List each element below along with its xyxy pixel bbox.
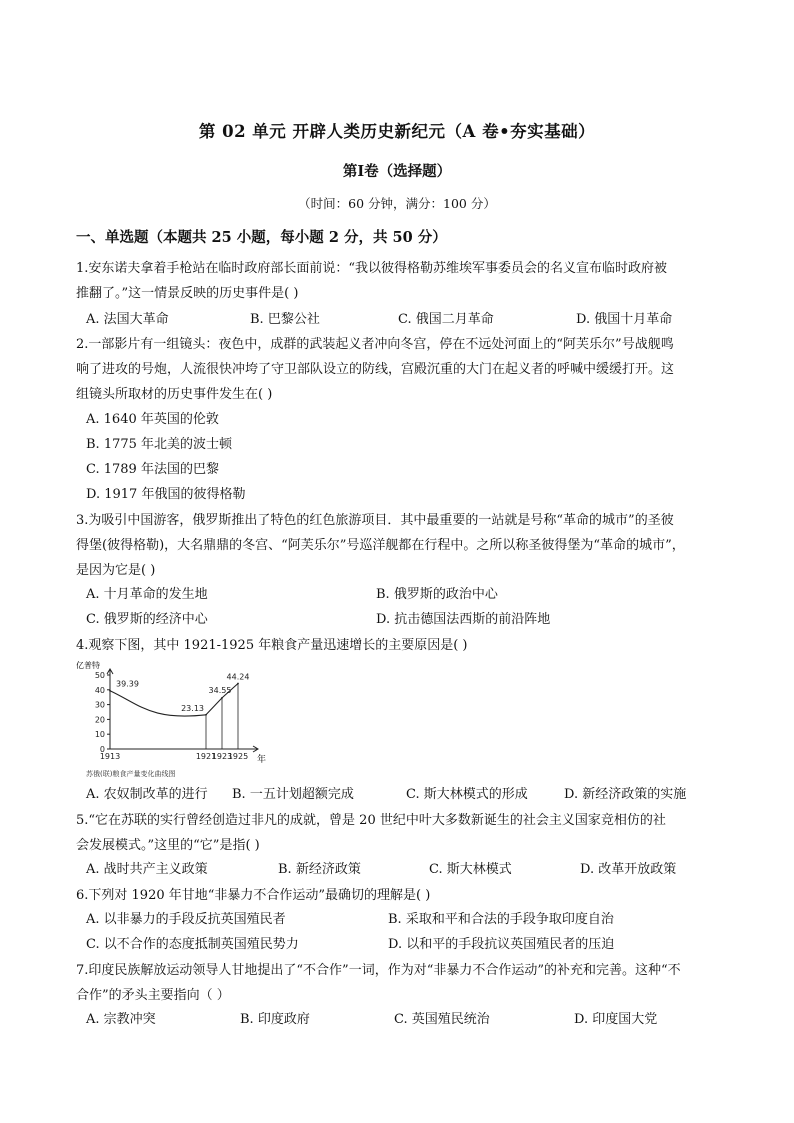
question-4-line-1: 4.观察下图，其中 1921-1925 年粮食产量迅速增长的主要原因是( ) xyxy=(76,638,468,653)
q7-option-c[interactable]: C. 英国殖民统治 xyxy=(394,1012,490,1027)
question-3-line-3: 是因为它是( ) xyxy=(76,563,156,578)
q5-option-a[interactable]: A. 战时共产主义政策 xyxy=(86,862,208,877)
q2-option-a[interactable]: A. 1640 年英国的伦敦 xyxy=(86,412,219,427)
question-2-line-1: 2.一部影片有一组镜头：夜色中，成群的武装起义者冲向冬宫，停在不远处河面上的“阿芙乐尔”号战舰鸣 xyxy=(76,337,674,352)
chart-x-tick-label: 1923 xyxy=(211,752,233,761)
q2-option-b[interactable]: B. 1775 年北美的波士顿 xyxy=(86,437,233,452)
question-1-line-2: 推翻了。”这一情景反映的历史事件是( ) xyxy=(76,286,299,301)
exam-subtitle: 第Ⅰ卷（选择题） xyxy=(342,163,452,180)
question-1 xyxy=(76,256,722,306)
q1-option-c[interactable]: C. 俄国二月革命 xyxy=(398,312,494,327)
chart-x-tick-label: 1925 xyxy=(227,752,249,761)
question-2-line-2: 响了进攻的号炮，人流很快冲垮了守卫部队设立的防线，宫殿沉重的大门在起义者的呼喊中缓缓打开。这 xyxy=(76,362,675,377)
chart-data-label: 44.24 xyxy=(226,672,250,682)
grain-production-chart xyxy=(76,660,276,780)
chart-data-point xyxy=(221,697,223,699)
q6-option-a[interactable]: A. 以非暴力的手段反抗英国殖民者 xyxy=(86,912,286,927)
question-3-line-2: 得堡(彼得格勒)，大名鼎鼎的冬宫、“阿芙乐尔”号巡洋舰都在行程中。之所以称圣彼得堡为“革命的城市”， xyxy=(76,538,685,553)
q2-option-d[interactable]: D. 1917 年俄国的彼得格勒 xyxy=(86,487,246,502)
question-7-line-1: 7.印度民族解放运动领导人甘地提出了“不合作”一词，作为对“非暴力不合作运动”的补充和完善。这种“不 xyxy=(76,963,681,978)
question-1-options xyxy=(86,308,726,332)
q7-option-a[interactable]: A. 宗教冲突 xyxy=(86,1012,156,1027)
chart-x-tick-label: 1921 xyxy=(195,752,217,761)
section-heading: 一、单选题（本题共 25 小题，每小题 2 分，共 50 分） xyxy=(76,229,447,246)
q5-option-b[interactable]: B. 新经济政策 xyxy=(278,862,361,877)
question-6-line-1: 6.下列对 1920 年甘地“非暴力不合作运动”最确切的理解是( ) xyxy=(76,888,431,903)
chart-y-tick-label: 20 xyxy=(94,715,105,725)
q5-option-c[interactable]: C. 斯大林模式 xyxy=(429,862,512,877)
question-2 xyxy=(76,332,722,407)
q1-option-b[interactable]: B. 巴黎公社 xyxy=(250,312,320,327)
q2-option-c[interactable]: C. 1789 年法国的巴黎 xyxy=(86,462,219,477)
question-3-line-1: 3.为吸引中国游客，俄罗斯推出了特色的红色旅游项目．其中最重要的一站就是号称“革命的城市”的圣彼 xyxy=(76,513,674,528)
q4-option-d[interactable]: D. 新经济政策的实施 xyxy=(564,787,687,802)
chart-y-tick-label: 30 xyxy=(94,700,105,710)
chart-caption: 苏俄(联)粮食产量变化曲线图 xyxy=(86,770,176,778)
chart-x-axis-label: 年 xyxy=(257,755,267,765)
chart-y-tick-label: 40 xyxy=(94,685,105,695)
chart-data-label: 34.55 xyxy=(208,685,232,695)
question-6-options-row-1 xyxy=(86,908,726,932)
chart-y-tick-label: 10 xyxy=(94,730,105,740)
q4-option-c[interactable]: C. 斯大林模式的形成 xyxy=(406,787,528,802)
q4-option-a[interactable]: A. 农奴制改革的进行 xyxy=(86,787,208,802)
time-info: （时间：60 分钟，满分：100 分） xyxy=(298,196,496,211)
chart-data-point xyxy=(109,690,111,692)
question-5-options xyxy=(86,858,726,882)
question-1-line-1: 1.安东诺夫拿着手枪站在临时政府部长面前说：“我以彼得格勒苏维埃军事委员会的名义宣布临时政府被 xyxy=(76,261,668,276)
q6-option-c[interactable]: C. 以不合作的态度抵制英国殖民势力 xyxy=(86,937,299,952)
question-7-line-2: 合作”的矛头主要指向（ ） xyxy=(76,988,230,1003)
question-2-line-3: 组镜头所取材的历史事件发生在( ) xyxy=(76,387,273,402)
question-4-options xyxy=(86,783,726,807)
question-6 xyxy=(76,883,722,908)
q5-option-d[interactable]: D. 改革开放政策 xyxy=(580,862,677,877)
q6-option-d[interactable]: D. 以和平的手段抗议英国殖民者的压迫 xyxy=(388,937,615,952)
q3-option-d[interactable]: D. 抗击德国法西斯的前沿阵地 xyxy=(376,612,551,627)
q1-option-a[interactable]: A. 法国大革命 xyxy=(86,312,169,327)
question-3-options-row-1 xyxy=(86,583,726,607)
question-5-line-1: 5.“它在苏联的实行曾经创造过非凡的成就，曾是 20 世纪中叶大多数新诞生的社会主义国家竞相仿的社 xyxy=(76,813,666,828)
q3-option-a[interactable]: A. 十月革命的发生地 xyxy=(86,587,208,602)
chart-x-tick-label: 1913 xyxy=(99,752,121,761)
question-5-line-2: 会发展模式。”这里的“它”是指( ) xyxy=(76,838,260,853)
q7-option-b[interactable]: B. 印度政府 xyxy=(240,1012,310,1027)
question-3-options-row-2 xyxy=(86,608,726,632)
chart-data-point xyxy=(205,714,207,716)
exam-title: 第 02 单元 开辟人类历史新纪元（A 卷•夯实基础） xyxy=(198,122,596,141)
q3-option-c[interactable]: C. 俄罗斯的经济中心 xyxy=(86,612,208,627)
question-3 xyxy=(76,508,722,583)
q3-option-b[interactable]: B. 俄罗斯的政治中心 xyxy=(376,587,498,602)
question-7 xyxy=(76,958,722,1008)
chart-data-label: 39.39 xyxy=(116,679,139,689)
q6-option-b[interactable]: B. 采取和平和合法的手段争取印度自治 xyxy=(388,912,614,927)
q7-option-d[interactable]: D. 印度国大党 xyxy=(574,1012,658,1027)
question-6-options-row-2 xyxy=(86,933,726,957)
q1-option-d[interactable]: D. 俄国十月革命 xyxy=(576,312,673,327)
question-5 xyxy=(76,808,722,858)
chart-y-axis-label: 亿普特 xyxy=(76,661,100,670)
chart-y-tick-label: 50 xyxy=(94,671,105,680)
question-4 xyxy=(76,633,722,658)
chart-data-label: 23.13 xyxy=(181,703,204,713)
question-7-options xyxy=(86,1008,726,1032)
chart-data-point xyxy=(237,683,239,685)
q4-option-b[interactable]: B. 一五计划超额完成 xyxy=(232,787,354,802)
chart-y-tick-label: 0 xyxy=(99,745,105,754)
